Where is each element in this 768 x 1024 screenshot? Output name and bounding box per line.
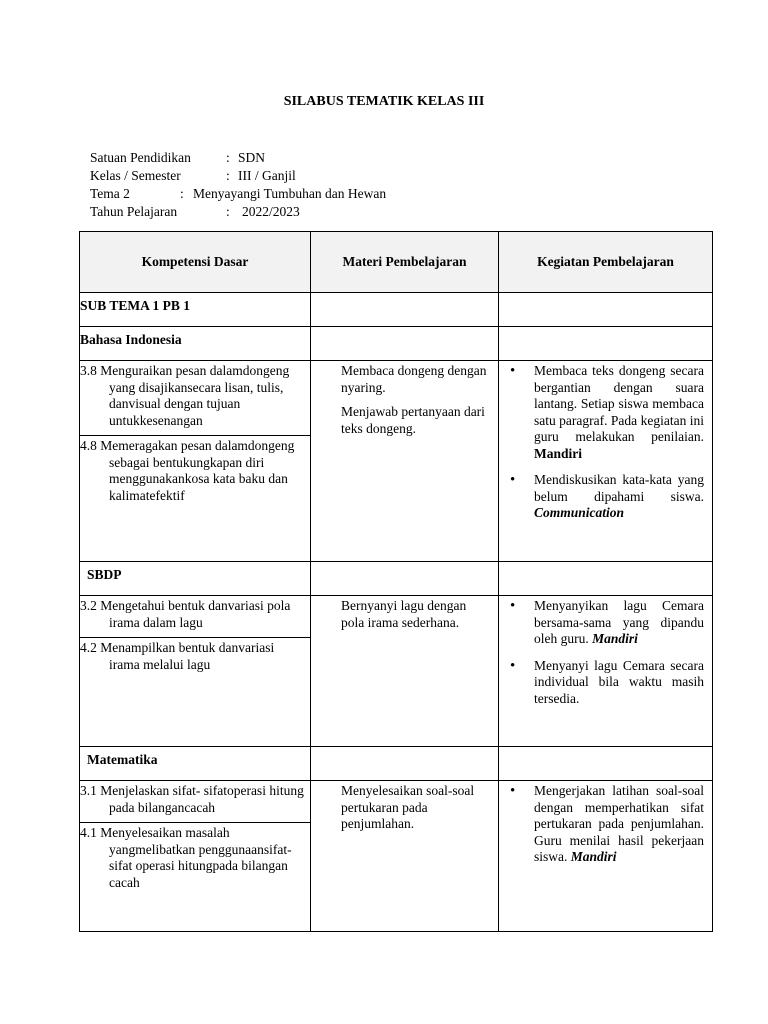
- syllabus-table: [79, 231, 713, 932]
- section-row-matematika: [80, 747, 713, 781]
- empty-cell: [499, 747, 713, 781]
- materi-cell: [311, 596, 499, 747]
- kompetensi-dasar-cell: [80, 596, 311, 747]
- header-materi-pembelajaran: Materi Pembelajaran: [311, 232, 499, 293]
- kegiatan-text: Menyanyikan lagu Cemara bersama-sama yang dipandu oleh guru.: [534, 598, 704, 646]
- list-item: [534, 783, 704, 866]
- materi-cell: [311, 781, 499, 932]
- meta-value: SDN: [238, 150, 266, 165]
- section-label: SBDP: [80, 562, 311, 596]
- materi-cell: [311, 361, 499, 562]
- list-item: [534, 598, 704, 648]
- kegiatan-text: Mengerjakan latihan soal-soal dengan memperhatikan sifat pertukaran pada penjumlahan. Guru menilai hasil pekerjaan siswa.: [534, 783, 704, 864]
- table-row: [80, 361, 713, 562]
- kd-item: [80, 781, 310, 823]
- meta-value: 2022/2023: [242, 204, 300, 219]
- meta-separator: :: [180, 186, 184, 201]
- kegiatan-tag: Mandiri: [592, 631, 638, 646]
- kegiatan-list: [499, 596, 712, 707]
- table-header-row: [80, 232, 713, 293]
- kd-item: [80, 361, 310, 436]
- kegiatan-list: [499, 781, 712, 866]
- subtema-row: [80, 293, 713, 327]
- kegiatan-text: Mendiskusikan kata-kata yang belum dipahami siswa.: [534, 472, 704, 504]
- kegiatan-cell: [499, 596, 713, 747]
- empty-cell: [311, 562, 499, 596]
- kd-text: 4.8 Memeragakan pesan dalamdongeng sebagai bentukungkapan diri menggunakankosa kata baku dan kalimatefektif: [80, 438, 295, 503]
- empty-cell: [311, 747, 499, 781]
- meta-separator: :: [226, 168, 230, 183]
- materi-text: Bernyanyi lagu dengan pola irama sederhana.: [341, 598, 467, 630]
- kd-text: 4.1 Menyelesaikan masalah yangmelibatkan penggunaansifat-sifat operasi hitungpada bilangan cacah: [80, 825, 292, 890]
- kd-item: [80, 436, 310, 510]
- empty-cell: [499, 327, 713, 361]
- list-item: [534, 472, 704, 522]
- kegiatan-text: Membaca teks dongeng secara bergantian dengan suara lantang. Setiap siswa membaca satu paragraf. Pada kegiatan ini guru melakukan penilaian.: [534, 363, 704, 444]
- kd-item: [80, 823, 310, 897]
- kd-text: 3.2 Mengetahui bentuk danvariasi pola irama dalam lagu: [80, 598, 291, 630]
- kegiatan-cell: [499, 361, 713, 562]
- table-row: [80, 596, 713, 747]
- meta-value: III / Ganjil: [238, 168, 296, 183]
- kd-text: 3.8 Menguraikan pesan dalamdongeng yang disajikansecara lisan, tulis, danvisual dengan tujuan untukkesenangan: [80, 363, 290, 428]
- meta-label: Kelas / Semester: [90, 168, 181, 183]
- kd-item: [80, 596, 310, 638]
- kegiatan-tag: Mandiri: [534, 445, 583, 461]
- section-label: Matematika: [80, 747, 311, 781]
- section-row-sbdp: [80, 562, 713, 596]
- kegiatan-text: Menyanyi lagu Cemara secara individual bila waktu masih tersedia.: [534, 657, 704, 706]
- section-label: Bahasa Indonesia: [80, 327, 311, 361]
- section-row-bahasa-indonesia: [80, 327, 713, 361]
- empty-cell: [499, 562, 713, 596]
- header-kompetensi-dasar: Kompetensi Dasar: [80, 232, 311, 293]
- meta-separator: :: [226, 204, 230, 219]
- empty-cell: [499, 293, 713, 327]
- kd-item: [80, 638, 310, 679]
- kompetensi-dasar-cell: [80, 781, 311, 932]
- meta-separator: :: [226, 150, 230, 165]
- materi-text: Menyelesaikan soal-soal pertukaran pada penjumlahan.: [341, 783, 475, 831]
- list-item: [534, 363, 704, 462]
- empty-cell: [311, 293, 499, 327]
- list-item: [534, 658, 704, 708]
- empty-cell: [311, 327, 499, 361]
- kegiatan-list: [499, 361, 712, 522]
- meta-label: Tema 2: [90, 186, 130, 201]
- kompetensi-dasar-cell: [80, 361, 311, 562]
- header-kegiatan-pembelajaran: Kegiatan Pembelajaran: [499, 232, 713, 293]
- kegiatan-cell: [499, 781, 713, 932]
- subtema-label: SUB TEMA 1 PB 1: [80, 293, 311, 327]
- materi-text: Membaca dongeng dengan nyaring.: [341, 363, 487, 395]
- document-title: SILABUS TEMATIK KELAS III: [283, 94, 485, 109]
- materi-text: Menjawab pertanyaan dari teks dongeng.: [341, 404, 485, 436]
- kd-text: 4.2 Menampilkan bentuk danvariasi irama melalui lagu: [80, 640, 275, 672]
- meta-label: Tahun Pelajaran: [90, 204, 178, 219]
- kd-text: 3.1 Menjelaskan sifat- sifatoperasi hitung pada bilangancacah: [80, 783, 304, 815]
- kegiatan-tag: Mandiri: [570, 849, 617, 864]
- meta-label: Satuan Pendidikan: [90, 150, 191, 165]
- kegiatan-tag: Communication: [534, 505, 625, 520]
- table-row: [80, 781, 713, 932]
- meta-value: Menyayangi Tumbuhan dan Hewan: [193, 186, 387, 201]
